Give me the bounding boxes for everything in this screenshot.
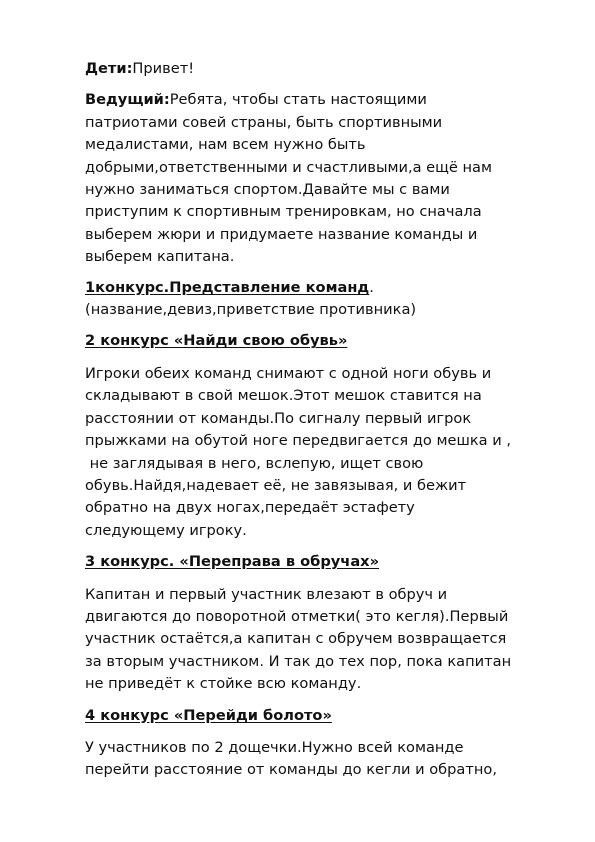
contest3-line: за вторым участником. И так до тех пор, пока капитан (85, 652, 512, 670)
contest4-line: перейти расстояние от команды до кегли и обратно, (85, 761, 497, 779)
host-line: выберем капитана. (85, 248, 235, 266)
contest2-line: не заглядывая в него, вслепую, ищет свою (85, 454, 424, 472)
contest4-line: У участников по 2 дощечки.Нужно всей команде (85, 738, 464, 756)
host-line: медалистами, нам всем нужно быть (85, 136, 366, 154)
contest1-heading: 1конкурс.Представление команд (85, 278, 370, 296)
host-line: добрыми,ответственными и счастливыми,а ещё нам (85, 158, 493, 176)
contest2-description (85, 363, 555, 542)
contest3-heading: 3 конкурс. «Переправа в обручах» (85, 553, 380, 571)
kids-greeting (85, 58, 555, 80)
contest2-line: обратно на двух ногах,передаёт эстафету (85, 499, 415, 517)
contest3-line: двигаются до поворотной отметки( это кегля).Первый (85, 607, 509, 625)
document-page (85, 58, 555, 782)
contest3-line: не приведёт к стойке всю команду. (85, 675, 362, 693)
contest1-heading-tail: . (369, 278, 374, 296)
contest2-line: прыжками на обутой ноге передвигается до мешка и , (85, 432, 511, 450)
contest1-block (85, 277, 555, 322)
contest4-heading: 4 конкурс «Перейди болото» (85, 706, 332, 724)
host-line: Ведущий:Ребята, чтобы стать настоящими (85, 91, 427, 109)
contest2-line: Игроки обеих команд снимают с одной ноги обувь и (85, 364, 492, 382)
contest1-note: (название,девиз,приветствие противника) (85, 301, 417, 319)
contest2-line: следующему игроку. (85, 521, 247, 539)
speaker-host: Ведущий: (85, 91, 170, 109)
kids-text: Привет! (132, 60, 195, 77)
host-line: выберем жюри и придумаете название команды и (85, 225, 478, 243)
contest2-line: расстоянии от команды.По сигналу первый игрок (85, 409, 472, 427)
contest1-heading-line (85, 277, 555, 299)
speaker-kids: Дети: (85, 60, 133, 77)
contest3-line: Капитан и первый участник влезают в обруч и (85, 585, 448, 603)
contest3-line: участник остаётся,а капитан с обручем возвращается (85, 630, 507, 648)
host-line: приступим к спортивным тренировкам, но сначала (85, 203, 482, 221)
contest4-description (85, 737, 555, 782)
contest3-description (85, 584, 555, 696)
contest2-line: складывают в свой мешок.Этот мешок ставится на (85, 387, 482, 405)
host-speech (85, 89, 555, 268)
host-line: нужно заниматься спортом.Давайте мы с вами (85, 181, 450, 199)
contest2-heading: 2 конкурс «Найди свою обувь» (85, 332, 348, 350)
contest2-line: обувь.Найдя,надевает её, не завязывая, и бежит (85, 476, 467, 494)
host-line: патриотами совей страны, быть спортивными (85, 113, 443, 131)
